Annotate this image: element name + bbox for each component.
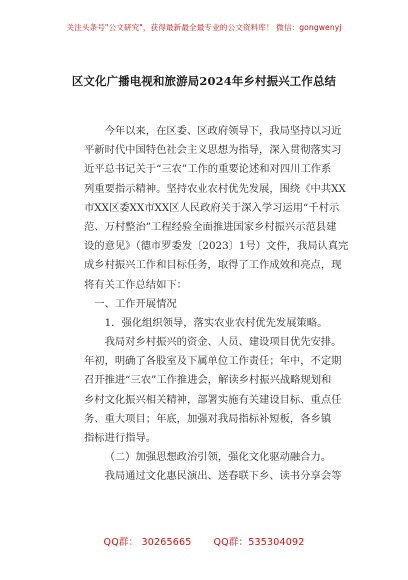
section-heading: 一、工作开展情况 [94,297,177,310]
document-title: 区文化广播电视和旅游局2024年乡村振兴工作总结 [71,74,337,88]
body-line: 务、重大项目；年底，加强对我局指标补短板，各乡镇 [84,412,332,425]
body-line: 范、万村整治”工程经验全面推进国家乡村振兴示范县建 [84,220,337,233]
body-line: 指标进行指导。 [84,432,157,444]
subsection-heading: 1．强化组织领导，落实农业农村优先发展策略。 [104,316,328,329]
body-line: 召开推进“三农”工作推进会，解读乡村振兴战略规划和 [84,374,332,387]
qq-group-2: QQ群：535304092 [213,537,305,548]
body-line: 乡村文化振兴相关精神，部署实施有关建设目标、重点任 [84,393,342,406]
body-line: 平新时代中国特色社会主义思想为指导，深入贯彻落实习 [84,144,342,157]
body-line: 近平总书记关于“三农”工作的重要论述和对四川工作系 [84,163,332,176]
body-line: 成乡村振兴工作和目标任务，取得了工作成效和亮点，现 [84,259,342,272]
body-line: 年初，明确了各股室及下属单位工作责任；年中，不定期 [84,355,342,368]
document-body [84,122,348,487]
body-line: 我局通过文化惠民演出、送春联下乡、读书分享会等 [104,470,342,483]
subsection-heading: （二）加强思想政治引领，强化文化驱动融合力。 [104,451,332,464]
promo-banner: 关注头条号"公文研究"，获得最新最全最专业的公文资料库！ 微信：gongwenyj [66,23,342,32]
body-line: 列重要指示精神。坚持农业农村优先发展，围绕《中共XX [84,182,346,195]
body-line: 将有关工作总结如下： [84,278,187,291]
qq-group-1: QQ群： 30265665 [103,537,192,548]
body-line: 设的意见》（德市罗委发〔2023〕1号）文件，我局认真完 [84,240,348,253]
body-line: 市XX区委XX市XX区人民政府关于深入学习运用“千村示 [84,201,340,214]
contact-footer [0,534,408,548]
body-line: 今年以来，在区委、区政府领导下，我局坚持以习近 [104,125,342,137]
body-line: 我局对乡村振兴的资金、人员、建设项目优先安排。 [104,336,342,349]
